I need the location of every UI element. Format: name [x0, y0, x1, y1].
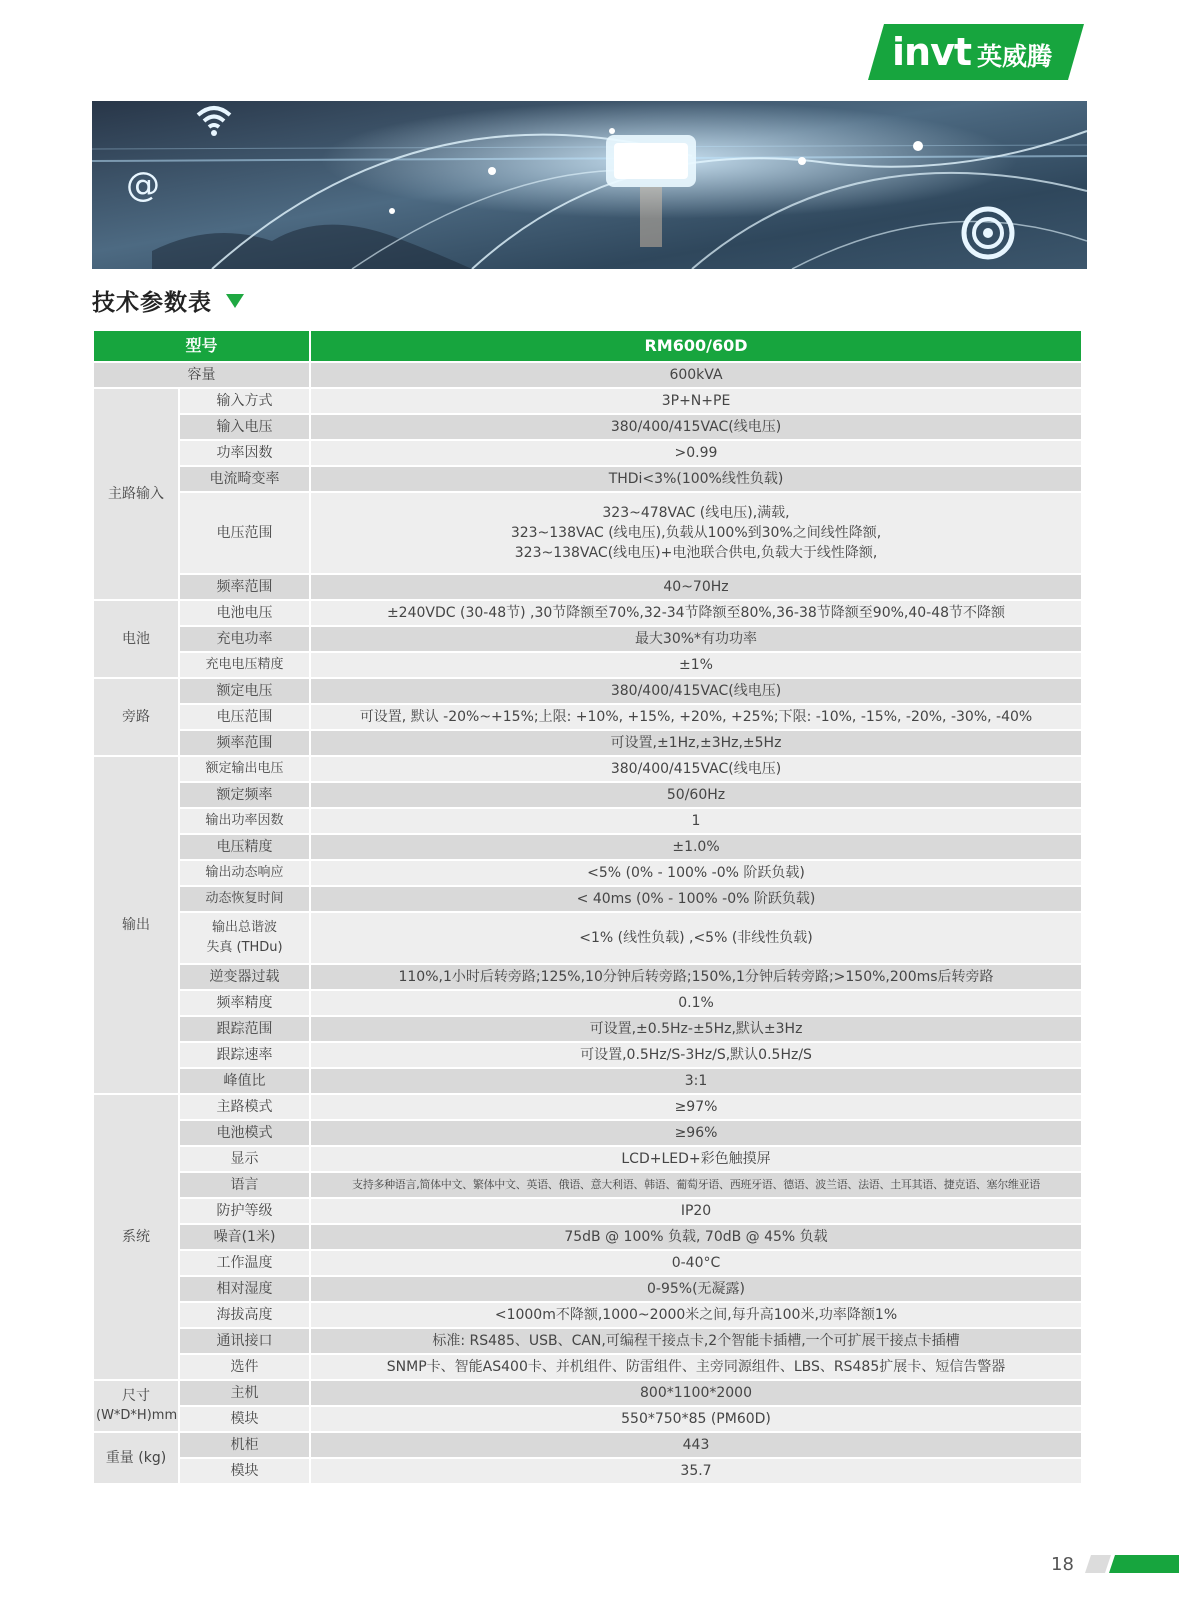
row-value: 380/400/415VAC(线电压) — [310, 756, 1082, 782]
row-label: 电压精度 — [179, 834, 310, 860]
row-value: 35.7 — [310, 1458, 1082, 1484]
row-label: 功率因数 — [179, 440, 310, 466]
table-row — [93, 1120, 1082, 1146]
table-row — [93, 626, 1082, 652]
row-value: THDi<3%(100%线性负载) — [310, 466, 1082, 492]
row-label: 跟踪范围 — [179, 1016, 310, 1042]
row-value: IP20 — [310, 1198, 1082, 1224]
row-label: 模块 — [179, 1458, 310, 1484]
row-value: 1 — [310, 808, 1082, 834]
logo-text-cn: 英威腾 — [977, 42, 1053, 71]
row-value: ≥96% — [310, 1120, 1082, 1146]
row-value: 40~70Hz — [310, 574, 1082, 600]
model-label: 型号 — [93, 330, 310, 362]
row-label: 通讯接口 — [179, 1328, 310, 1354]
row-label: 频率范围 — [179, 730, 310, 756]
table-row — [93, 1302, 1082, 1328]
table-row — [93, 440, 1082, 466]
category-cell: 输出 — [93, 756, 179, 1094]
row-label: 充电电压精度 — [179, 652, 310, 678]
table-row — [93, 388, 1082, 414]
category-cell-multiline — [93, 1380, 179, 1432]
table-row — [93, 652, 1082, 678]
table-row — [93, 1276, 1082, 1302]
category-line: (W*D*H)mm — [96, 1408, 178, 1423]
table-row — [93, 1328, 1082, 1354]
row-label: 跟踪速率 — [179, 1042, 310, 1068]
row-label: 峰值比 — [179, 1068, 310, 1094]
row-value: 标准: RS485、USB、CAN,可编程干接点卡,2个智能卡插槽,一个可扩展干接点卡插槽 — [310, 1328, 1082, 1354]
row-label: 逆变器过载 — [179, 964, 310, 990]
model-value: RM600/60D — [310, 330, 1082, 362]
row-label: 输出功率因数 — [179, 808, 310, 834]
value-line: 323~138VAC(线电压)+电池联合供电,负载大于线性降额, — [514, 545, 878, 561]
at-icon: @ — [126, 165, 160, 205]
table-row — [93, 886, 1082, 912]
row-label: 模块 — [179, 1406, 310, 1432]
row-value: 可设置,±0.5Hz-±5Hz,默认±3Hz — [310, 1016, 1082, 1042]
row-value: SNMP卡、智能AS400卡、并机组件、防雷组件、主旁同源组件、LBS、RS485扩展卡、短信告警器 — [310, 1354, 1082, 1380]
row-label: 输出动态响应 — [179, 860, 310, 886]
table-row — [93, 600, 1082, 626]
table-row — [93, 466, 1082, 492]
page-number: 18 — [1051, 1554, 1074, 1575]
row-label: 工作温度 — [179, 1250, 310, 1276]
triangle-down-icon — [226, 294, 244, 308]
table-row — [93, 574, 1082, 600]
row-value: 50/60Hz — [310, 782, 1082, 808]
table-row — [93, 860, 1082, 886]
row-label: 电流畸变率 — [179, 466, 310, 492]
logo-text-en: invt — [892, 30, 972, 74]
row-value: 最大30%*有功功率 — [310, 626, 1082, 652]
row-label: 电池模式 — [179, 1120, 310, 1146]
row-value: 可设置,±1Hz,±3Hz,±5Hz — [310, 730, 1082, 756]
table-row — [93, 1094, 1082, 1120]
row-value: ±1.0% — [310, 834, 1082, 860]
row-value: 3:1 — [310, 1068, 1082, 1094]
table-row — [93, 964, 1082, 990]
table-row — [93, 414, 1082, 440]
row-value: < 40ms (0% - 100% -0% 阶跃负载) — [310, 886, 1082, 912]
table-row — [93, 678, 1082, 704]
category-line: 尺寸 — [122, 1388, 150, 1404]
table-header-row — [93, 330, 1082, 362]
row-label: 机柜 — [179, 1432, 310, 1458]
row-value: 443 — [310, 1432, 1082, 1458]
table-row — [93, 834, 1082, 860]
row-label: 输入电压 — [179, 414, 310, 440]
row-label: 选件 — [179, 1354, 310, 1380]
row-label: 频率精度 — [179, 990, 310, 1016]
row-label: 主路模式 — [179, 1094, 310, 1120]
capacity-row — [93, 362, 1082, 388]
spec-table — [92, 329, 1083, 1485]
table-row — [93, 1354, 1082, 1380]
category-cell: 旁路 — [93, 678, 179, 756]
row-label-multiline — [179, 912, 310, 964]
target-icon — [960, 205, 1016, 261]
table-row — [93, 1432, 1082, 1458]
table-row — [93, 1224, 1082, 1250]
row-value: 可设置, 默认 -20%~+15%;上限: +10%, +15%, +20%, +25%;下限: -10%, -15%, -20%, -30%, -40% — [310, 704, 1082, 730]
table-row — [93, 1380, 1082, 1406]
row-label: 容量 — [93, 362, 310, 388]
table-row — [93, 782, 1082, 808]
row-label: 相对湿度 — [179, 1276, 310, 1302]
row-label: 额定输出电压 — [179, 756, 310, 782]
category-cell: 系统 — [93, 1094, 179, 1380]
row-value: 110%,1小时后转旁路;125%,10分钟后转旁路;150%,1分钟后转旁路;>150%,200ms后转旁路 — [310, 964, 1082, 990]
value-line: 323~478VAC (线电压),满载, — [602, 505, 790, 521]
row-label: 主机 — [179, 1380, 310, 1406]
row-value: 380/400/415VAC(线电压) — [310, 414, 1082, 440]
row-label: 电池电压 — [179, 600, 310, 626]
value-line: 323~138VAC (线电压),负载从100%到30%之间线性降额, — [510, 525, 882, 541]
row-value: 75dB @ 100% 负载, 70dB @ 45% 负载 — [310, 1224, 1082, 1250]
row-label: 噪音(1米) — [179, 1224, 310, 1250]
table-row — [93, 704, 1082, 730]
table-row — [93, 912, 1082, 964]
table-row — [93, 1198, 1082, 1224]
row-label: 输入方式 — [179, 388, 310, 414]
row-value: ±1% — [310, 652, 1082, 678]
label-line: 失真 (THDu) — [206, 940, 283, 955]
category-cell: 重量 (kg) — [93, 1432, 179, 1484]
banner-art — [92, 101, 1087, 269]
row-value: 0-95%(无凝露) — [310, 1276, 1082, 1302]
table-row — [93, 1172, 1082, 1198]
network-banner — [92, 101, 1087, 269]
table-row — [93, 756, 1082, 782]
category-cell: 电池 — [93, 600, 179, 678]
row-value: 可设置,0.5Hz/S-3Hz/S,默认0.5Hz/S — [310, 1042, 1082, 1068]
row-value: 0-40°C — [310, 1250, 1082, 1276]
table-row — [93, 492, 1082, 574]
table-row — [93, 1042, 1082, 1068]
category-cell: 主路输入 — [93, 388, 179, 600]
row-label: 电压范围 — [179, 492, 310, 574]
row-value: 600kVA — [310, 362, 1082, 388]
row-label: 频率范围 — [179, 574, 310, 600]
wifi-icon — [194, 103, 234, 137]
table-row — [93, 1458, 1082, 1484]
table-row — [93, 1016, 1082, 1042]
row-value: 3P+N+PE — [310, 388, 1082, 414]
row-value: ≥97% — [310, 1094, 1082, 1120]
row-label: 额定频率 — [179, 782, 310, 808]
row-value: >0.99 — [310, 440, 1082, 466]
row-value: 550*750*85 (PM60D) — [310, 1406, 1082, 1432]
row-label: 额定电压 — [179, 678, 310, 704]
row-label: 电压范围 — [179, 704, 310, 730]
table-row — [93, 1250, 1082, 1276]
row-value: <1000m不降额,1000~2000米之间,每升高100米,功率降额1% — [310, 1302, 1082, 1328]
row-value: 0.1% — [310, 990, 1082, 1016]
row-value: ±240VDC (30-48节) ,30节降额至70%,32-34节降额至80%,36-38节降额至90%,40-48节不降额 — [310, 600, 1082, 626]
row-value: <5% (0% - 100% -0% 阶跃负载) — [310, 860, 1082, 886]
row-label: 防护等级 — [179, 1198, 310, 1224]
table-row — [93, 730, 1082, 756]
row-value-multiline — [310, 492, 1082, 574]
row-label: 显示 — [179, 1146, 310, 1172]
row-value: 支持多种语言,简体中文、繁体中文、英语、俄语、意大利语、韩语、葡萄牙语、西班牙语、德语、波兰语、法语、土耳其语、捷克语、塞尔维亚语 — [310, 1172, 1082, 1198]
row-value: LCD+LED+彩色触摸屏 — [310, 1146, 1082, 1172]
table-row — [93, 1406, 1082, 1432]
corner-decoration — [1085, 1555, 1179, 1573]
table-row — [93, 990, 1082, 1016]
row-value: 380/400/415VAC(线电压) — [310, 678, 1082, 704]
row-label: 动态恢复时间 — [179, 886, 310, 912]
row-label: 语言 — [179, 1172, 310, 1198]
row-value: <1% (线性负载) ,<5% (非线性负载) — [310, 912, 1082, 964]
row-label: 海拔高度 — [179, 1302, 310, 1328]
row-value: 800*1100*2000 — [310, 1380, 1082, 1406]
section-title: 技术参数表 — [92, 290, 212, 316]
table-row — [93, 808, 1082, 834]
invt-logo — [868, 24, 1084, 80]
table-row — [93, 1068, 1082, 1094]
label-line: 输出总谐波 — [212, 920, 278, 935]
table-row — [93, 1146, 1082, 1172]
row-label: 充电功率 — [179, 626, 310, 652]
